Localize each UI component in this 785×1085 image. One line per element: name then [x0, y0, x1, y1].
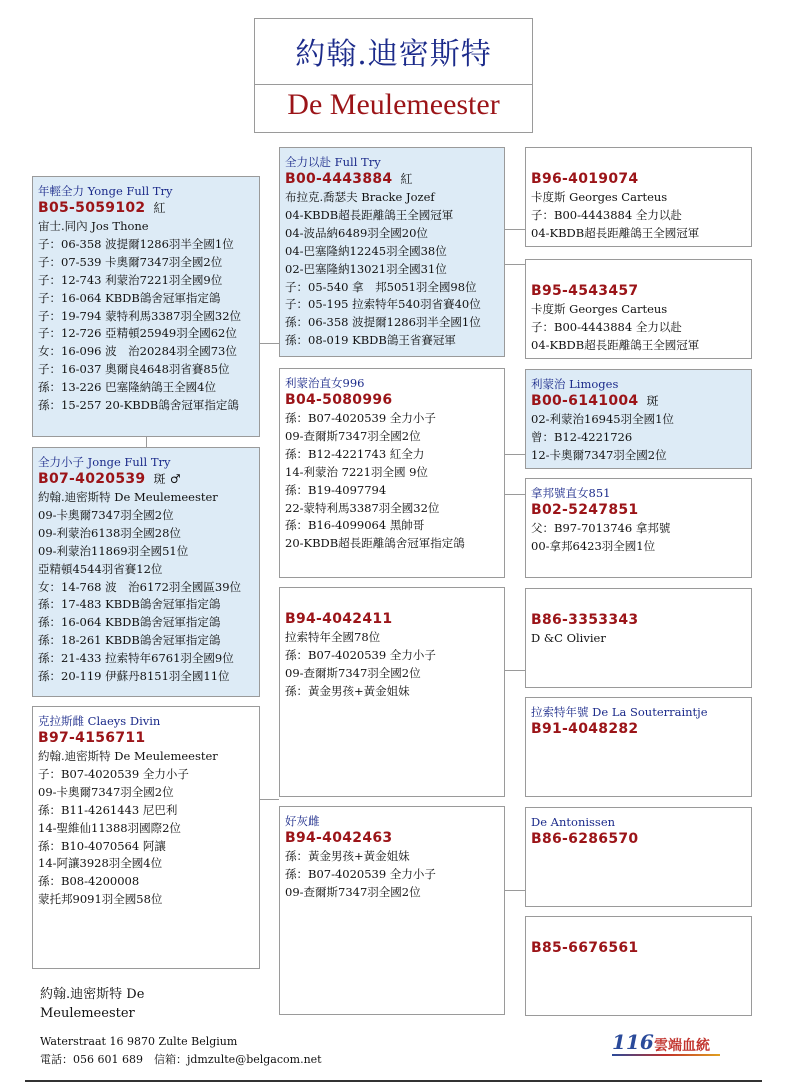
empty-name-row: [285, 594, 499, 610]
pigeon-detail-line: 子：07-539 卡奧爾7347羽全國2位: [38, 254, 223, 269]
pigeon-name: 拉索特年號 De La Souterraintje: [531, 705, 708, 719]
empty-name-row: [531, 266, 746, 282]
ring-number: B94-4042411: [285, 611, 393, 627]
pigeon-box-ggp-4[interactable]: [525, 478, 752, 578]
pigeon-details: [285, 848, 499, 902]
pigeon-detail-line: 子：05-195 拉索特年540羽省賽40位: [285, 297, 481, 312]
pigeon-details: [285, 189, 499, 350]
ring-number: B94-4042463: [285, 830, 393, 846]
pigeon-details: [285, 410, 499, 553]
pigeon-detail-line: 09-查爾斯7347羽全國2位: [285, 428, 421, 443]
pigeon-name: De Antonissen: [531, 815, 616, 829]
pigeon-detail-line: 子：12-726 亞精頓25949羽全國62位: [38, 326, 237, 341]
pigeon-detail-line: 孫：B11-4261443 尼巴利: [38, 802, 178, 817]
footer-address: Waterstraat 16 9870 Zulte Belgium: [40, 1035, 238, 1048]
connector-line: [505, 229, 525, 230]
pigeon-detail-line: 14-利蒙治 7221羽全國 9位: [285, 464, 428, 479]
pigeon-box-ggp-1[interactable]: [525, 147, 752, 247]
pigeon-detail-line: 孫：21-433 拉索特年6761羽全國9位: [38, 651, 234, 666]
ring-number: B86-6286570: [531, 831, 639, 847]
logo-text: 雲端血統: [654, 1038, 710, 1054]
empty-name-row: [531, 154, 746, 170]
pigeon-detail-line: 14-聖維仙11388羽國際2位: [38, 820, 181, 835]
pigeon-details: [38, 218, 254, 415]
empty-name-row: [531, 923, 746, 939]
connector-line: [505, 670, 525, 671]
pigeon-detail-line: 孫：B12-4221743 紅全力: [285, 446, 425, 461]
ring-number: B02-5247851: [531, 502, 639, 518]
pigeon-detail-line: 09-利蒙治11869羽全國51位: [38, 543, 189, 558]
pigeon-detail-line: 04-巴塞隆納12245羽全國38位: [285, 243, 447, 258]
pigeon-detail-line: 亞精頓4544羽省賽12位: [38, 561, 163, 576]
ring-number: B07-4020539 斑 ♂: [38, 471, 181, 487]
pigeon-detail-line: 孫：16-064 KBDB鴿舍冠軍指定鴿: [38, 615, 221, 630]
pigeon-details: [531, 411, 746, 465]
pigeon-detail-line: 卡度斯 Georges Carteus: [531, 302, 668, 316]
pigeon-name: 全力小子 Jonge Full Try: [38, 455, 171, 469]
pigeon-detail-line: 孫：20-119 伊蘇丹8151羽全國11位: [38, 669, 230, 684]
pigeon-color: 斑: [646, 394, 659, 408]
pigeon-box-ggp-5[interactable]: [525, 588, 752, 688]
pigeon-box-sire-sire[interactable]: [279, 147, 505, 357]
pigeon-detail-line: 孫：B07-4020539 全力小子: [285, 647, 436, 662]
pigeon-detail-line: D &C Olivier: [531, 631, 606, 645]
ring-number: B91-4048282: [531, 721, 639, 737]
pigeon-detail-line: 04-KBDB超長距離鴿王全國冠軍: [531, 337, 700, 352]
connector-line: [505, 264, 525, 265]
pigeon-detail-line: 子：05-540 拿 邦5051羽全國98位: [285, 279, 477, 294]
pigeon-detail-line: 09-查爾斯7347羽全國2位: [285, 665, 421, 680]
pigeon-detail-line: 02-巴塞隆納13021羽全國31位: [285, 261, 447, 276]
pigeon-detail-line: 孫：15-257 20-KBDB鴿舍冠軍指定鴿: [38, 398, 239, 413]
pigeon-detail-line: 女：14-768 波 治6172羽全國區39位: [38, 579, 242, 594]
pigeon-detail-line: 14-阿讓3928羽全國4位: [38, 856, 163, 871]
empty-name-row: [531, 595, 746, 611]
owner-name-english: De Meulemeester: [287, 88, 500, 121]
pigeon-box-sire-dam[interactable]: [279, 368, 505, 578]
ring-number: B96-4019074: [531, 171, 639, 187]
ring-number: B05-5059102 紅: [38, 200, 166, 216]
pigeon-detail-line: 子：19-794 蒙特利馬3387羽全國32位: [38, 308, 242, 323]
footer-phone-email: 電話：056 601 689 信箱：jdmzulte@belgacom.net: [40, 1053, 322, 1066]
pigeon-detail-line: 約翰.迪密斯特 De Meulemeester: [38, 490, 218, 504]
brand-logo[interactable]: [612, 1030, 724, 1056]
connector-line: [260, 343, 279, 344]
pigeon-detail-line: 子：12-743 利蒙治7221羽全國9位: [38, 272, 223, 287]
pigeon-detail-line: 20-KBDB超長距離鴿舍冠軍指定鴿: [285, 536, 465, 551]
pigeon-box-ggp-6[interactable]: [525, 697, 752, 797]
pigeon-detail-line: 子：16-037 奧爾良4648羽省賽85位: [38, 362, 230, 377]
pigeon-name: 年輕全力 Yonge Full Try: [38, 184, 173, 198]
pigeon-detail-line: 孫：18-261 KBDB鴿舍冠軍指定鴿: [38, 633, 221, 648]
pigeon-detail-line: 布拉克.喬瑟夫 Bracke Jozef: [285, 190, 435, 204]
pigeon-detail-line: 09-查爾斯7347羽全國2位: [285, 884, 421, 899]
pigeon-detail-line: 女：16-096 波 治20284羽全國73位: [38, 344, 237, 359]
pigeon-detail-line: 04-波品納6489羽全國20位: [285, 225, 428, 240]
pigeon-detail-line: 拉索特年全國78位: [285, 630, 381, 644]
pigeon-detail-line: 孫：B16-4099064 黑帥哥: [285, 518, 425, 533]
pigeon-name: 利蒙治直女996: [285, 376, 365, 390]
logo-number: 116: [612, 1030, 654, 1054]
pigeon-detail-line: 子：B00-4443884 全力以赴: [531, 207, 682, 222]
pigeon-detail-line: 子：06-358 波提爾1286羽半全國1位: [38, 236, 234, 251]
footer-contact: [40, 1033, 322, 1069]
connector-line: [505, 494, 525, 495]
owner-name-chinese: 約翰.迪密斯特: [295, 37, 492, 72]
header-divider: [255, 84, 532, 85]
pigeon-detail-line: 孫：B08-4200008: [38, 874, 140, 889]
pigeon-detail-line: 子：B00-4443884 全力以赴: [531, 319, 682, 334]
pigeon-box-dam[interactable]: [32, 706, 260, 969]
pigeon-detail-line: 孫：08-019 KBDB鴿王省賽冠軍: [285, 333, 456, 348]
pigeon-details: [285, 629, 499, 701]
pigeon-color: 斑 ♂: [153, 472, 181, 486]
ring-number: B00-4443884 紅: [285, 171, 413, 187]
pigeon-color: 紅: [400, 172, 413, 186]
pigeon-detail-line: 02-利蒙治16945羽全國1位: [531, 412, 674, 426]
pigeon-name: 拿邦號直女851: [531, 486, 611, 500]
pigeon-detail-line: 22-蒙特利馬3387羽全國32位: [285, 500, 440, 515]
pigeon-detail-line: 子：B07-4020539 全力小子: [38, 766, 189, 781]
pigeon-box-ggp-2[interactable]: [525, 259, 752, 359]
pigeon-detail-line: 父：B97-7013746 拿邦號: [531, 521, 671, 535]
pigeon-details: [38, 748, 254, 909]
connector-line: [505, 890, 525, 891]
connector-line: [505, 454, 525, 455]
pedigree-header: [254, 18, 533, 133]
pigeon-detail-line: 04-KBDB超長距離鴿王全國冠軍: [285, 207, 454, 222]
ring-number: B97-4156711: [38, 730, 146, 746]
pigeon-detail-line: 孫：B19-4097794: [285, 482, 387, 497]
pigeon-detail-line: 孫：B10-4070564 阿讓: [38, 838, 166, 853]
pigeon-box-sire[interactable]: [32, 176, 260, 437]
ring-number: B85-6676561: [531, 940, 639, 956]
pigeon-detail-line: 曾：B12-4221726: [531, 429, 633, 444]
ring-number: B04-5080996: [285, 392, 393, 408]
pigeon-detail-line: 00-拿邦6423羽全國1位: [531, 538, 656, 553]
pigeon-details: [531, 520, 746, 556]
pigeon-detail-line: 12-卡奧爾7347羽全國2位: [531, 447, 667, 462]
pigeon-name: 全力以赴 Full Try: [285, 155, 381, 169]
pigeon-details: [38, 489, 254, 686]
pigeon-detail-line: 孫：B07-4020539 全力小子: [285, 866, 436, 881]
ring-number: B86-3353343: [531, 612, 639, 628]
pigeon-detail-line: 孫：06-358 波提爾1286羽半全國1位: [285, 315, 481, 330]
pigeon-box-ggp-3[interactable]: [525, 369, 752, 469]
pigeon-details: [531, 301, 746, 355]
pigeon-box-dam-dam[interactable]: [279, 806, 505, 1015]
logo-underline: [612, 1054, 720, 1056]
pigeon-detail-line: 子：16-064 KBDB鴿舍冠軍指定鴿: [38, 290, 221, 305]
pigeon-detail-line: 09-卡奧爾7347羽全國2位: [38, 507, 174, 522]
pigeon-detail-line: 宙士.同內 Jos Thone: [38, 219, 149, 233]
pigeon-box-ggp-8[interactable]: [525, 916, 752, 1016]
pigeon-detail-line: 09-卡奧爾7347羽全國2位: [38, 784, 174, 799]
pigeon-detail-line: 卡度斯 Georges Carteus: [531, 190, 668, 204]
connector-line: [146, 437, 147, 447]
pigeon-detail-line: 蒙托邦9091羽全國58位: [38, 892, 163, 907]
pigeon-detail-line: 孫：13-226 巴塞隆納鴿王全國4位: [38, 380, 216, 395]
pigeon-box-ggp-7[interactable]: [525, 807, 752, 907]
connector-line: [260, 799, 279, 800]
pigeon-box-dam-sire[interactable]: [279, 587, 505, 797]
footer-owner-name: 約翰.迪密斯特 De Meulemeester: [40, 987, 145, 1021]
pigeon-detail-line: 約翰.迪密斯特 De Meulemeester: [38, 749, 218, 763]
pigeon-details: [531, 189, 746, 243]
pigeon-name: 利蒙治 Limoges: [531, 377, 619, 391]
pigeon-box-subject[interactable]: [32, 447, 260, 697]
pigeon-details: [531, 630, 746, 648]
pigeon-color: 紅: [153, 201, 166, 215]
ring-number: B95-4543457: [531, 283, 639, 299]
pigeon-name: 好灰雌: [285, 814, 320, 828]
ring-number: B00-6141004 斑: [531, 393, 659, 409]
pigeon-name: 克拉斯雌 Claeys Divin: [38, 714, 161, 728]
pigeon-detail-line: 孫：B07-4020539 全力小子: [285, 411, 436, 425]
page-bottom-rule: [25, 1080, 762, 1082]
pigeon-detail-line: 孫：黃金男孩+黃金姐妹: [285, 683, 410, 698]
pigeon-detail-line: 04-KBDB超長距離鴿王全國冠軍: [531, 225, 700, 240]
pigeon-detail-line: 孫：黃金男孩+黃金姐妹: [285, 849, 410, 863]
pigeon-detail-line: 09-利蒙治6138羽全國28位: [38, 525, 181, 540]
pigeon-detail-line: 孫：17-483 KBDB鴿舍冠軍指定鴿: [38, 597, 221, 612]
